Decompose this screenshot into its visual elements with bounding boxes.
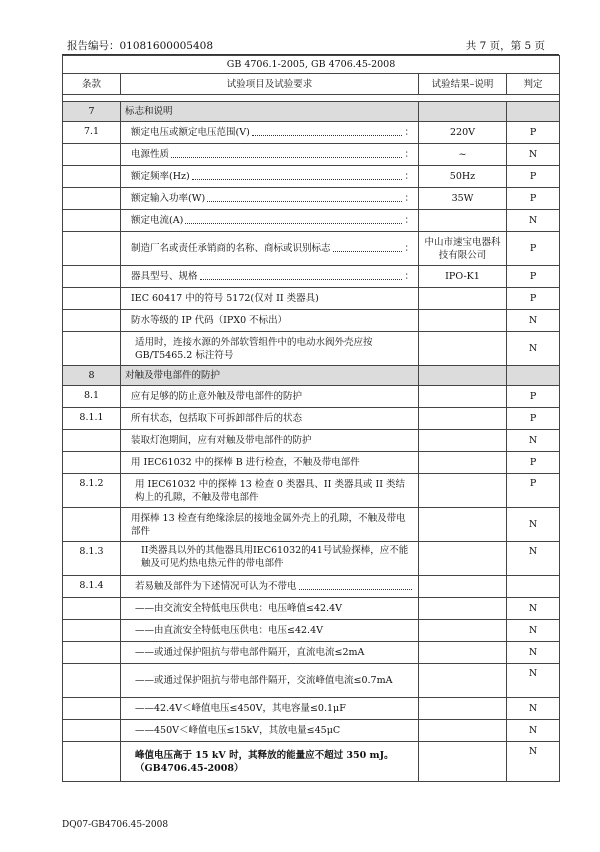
- table-row: IEC 60417 中的符号 5172(仅对 II 类器具) P: [63, 288, 560, 310]
- section-clause: 8: [63, 366, 121, 386]
- table-row: 峰值电压高于 15 kV 时，其释放的能量应不超过 350 mJ。 （GB4706.45-2008） N: [63, 742, 560, 782]
- table-row: 用 IEC61032 中的探棒 B 进行检查，不触及带电部件 P: [63, 452, 560, 474]
- table-row: 适用时，连接水源的外部软管组件中的电动水阀外壳应按 GB/T5465.2 标注符号 N: [63, 332, 560, 366]
- table-row: 电源性质 ： ~ N: [63, 144, 560, 166]
- standard-title: GB 4706.1-2005, GB 4706.45-2008: [63, 56, 560, 74]
- section-row-8: [63, 366, 560, 386]
- table-row: 8.1 应有足够的防止意外触及带电部件的防护 P: [63, 386, 560, 408]
- table-row: ——由直流安全特低电压供电：电压≤42.4V N: [63, 620, 560, 642]
- table-row: 8.1.2 用 IEC61032 中的探棒 13 检查 0 类器具、II 类器具或 II 类结构上的孔隙，不触及带电部件 P: [63, 474, 560, 508]
- section-clause: 7: [63, 102, 121, 122]
- standard-row: [63, 56, 560, 74]
- table-row: 装取灯泡期间，应有对触及带电部件的防护 N: [63, 430, 560, 452]
- table-row: 7.1 额定电压或额定电压范围(V) ： 220V P: [63, 122, 560, 144]
- col-result: 试验结果–说明: [419, 74, 507, 95]
- report-number: 报告编号：01081600005408: [67, 40, 214, 52]
- page-info: 共 7 页，第 5 页: [465, 40, 545, 52]
- table-row: 额定电流(A) ： N: [63, 210, 560, 232]
- table-row: 额定输入功率(W) ： 35W P: [63, 188, 560, 210]
- page-header: [67, 38, 545, 52]
- final-line-1: 峰值电压高于 15 kV 时，其释放的能量应不超过 350 mJ。: [135, 749, 394, 761]
- col-verdict: 判定: [507, 74, 560, 95]
- table-row: ——或通过保护阻抗与带电部件隔开，直流电流≤2mA N: [63, 642, 560, 664]
- column-header-row: [63, 74, 560, 95]
- spacer-row: [63, 95, 560, 102]
- section-title: 对触及带电部件的防护: [121, 366, 419, 386]
- col-clause: 条款: [63, 74, 121, 95]
- table-row: 制造厂名或责任承销商的名称、商标或识别标志 ： 中山市速宝电器科技有限公司 P: [63, 232, 560, 266]
- final-line-2: （GB4706.45-2008）: [135, 762, 244, 774]
- section-title: 标志和说明: [121, 102, 419, 122]
- table-row: 器具型号、规格 ： IPO-K1 P: [63, 266, 560, 288]
- table-row: 8.1.4 若易触及部件为下述情况可认为不带电: [63, 576, 560, 598]
- table-row: ——42.4V＜峰值电压≤450V，其电容量≤0.1μF N: [63, 698, 560, 720]
- col-requirement: 试验项目及试验要求: [121, 74, 419, 95]
- table-row: ——450V＜峰值电压≤15kV，其放电量≤45μC N: [63, 720, 560, 742]
- table-row: ——或通过保护阻抗与带电部件隔开，交流峰值电流≤0.7mA N: [63, 664, 560, 698]
- table-row: 8.1.1 所有状态，包括取下可拆卸部件后的状态 P: [63, 408, 560, 430]
- table-row: 额定频率(Hz) ： 50Hz P: [63, 166, 560, 188]
- test-report-table: [62, 55, 560, 782]
- table-row: 8.1.3 II类器具以外的其他器具用IEC61032的41号试验探棒，应不能触及可见灼热电热元件的带电部件 N: [63, 542, 560, 576]
- page-footer: DQ07-GB4706.45-2008: [62, 820, 169, 830]
- table-row: ——由交流安全特低电压供电：电压峰值≤42.4V N: [63, 598, 560, 620]
- table-row: 用探棒 13 检查有绝缘涂层的接地金属外壳上的孔隙，不触及带电部件 N: [63, 508, 560, 542]
- table-row: 防水等级的 IP 代码（IPX0 不标出） N: [63, 310, 560, 332]
- section-row-7: [63, 102, 560, 122]
